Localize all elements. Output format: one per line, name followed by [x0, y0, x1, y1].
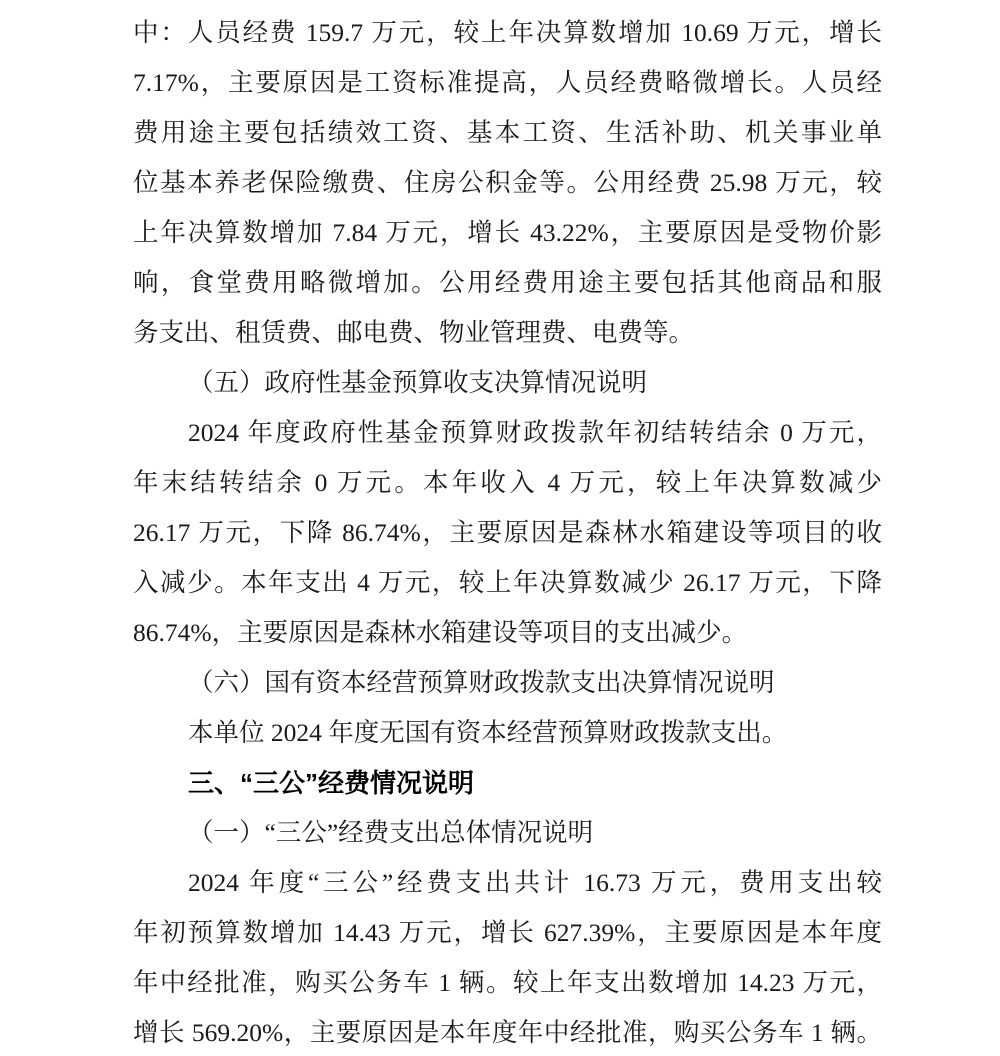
- paragraph-line: 中：人员经费 159.7 万元，较上年决算数增加 10.69 万元，增长: [133, 18, 882, 47]
- paragraph-line: 年中经批准，购买公务车 1 辆。较上年支出数增加 14.23 万元，: [133, 968, 882, 997]
- paragraph-line: 年末结转结余 0 万元。本年收入 4 万元，较上年决算数减少: [133, 468, 882, 497]
- text-block: [133, 8, 882, 1056]
- paragraph-line: 7.17%，主要原因是工资标准提高，人员经费略微增长。人员经: [133, 68, 882, 97]
- paragraph-line: 位基本养老保险缴费、住房公积金等。公用经费 25.98 万元，较: [133, 168, 882, 197]
- paragraph-line: 入减少。本年支出 4 万元，较上年决算数减少 26.17 万元，下降: [133, 568, 882, 597]
- paragraph-line: 费用途主要包括绩效工资、基本工资、生活补助、机关事业单: [133, 118, 882, 147]
- paragraph-line: 26.17 万元，下降 86.74%，主要原因是森林水箱建设等项目的收: [133, 518, 882, 547]
- paragraph-line: 增长 569.20%，主要原因是本年度年中经批准，购买公务车 1 辆。: [133, 1018, 882, 1047]
- paragraph-line: 86.74%，主要原因是森林水箱建设等项目的支出减少。: [133, 618, 748, 647]
- section-heading: 本单位 2024 年度无国有资本经营预算财政拨款支出。: [188, 718, 788, 747]
- paragraph-line: 2024 年度政府性基金预算财政拨款年初结转结余 0 万元，: [188, 418, 882, 447]
- section-heading: （一）“三公”经费支出总体情况说明: [188, 818, 594, 847]
- section-heading: （六）国有资本经营预算财政拨款支出决算情况说明: [188, 668, 775, 697]
- paragraph-line: 上年决算数增加 7.84 万元，增长 43.22%，主要原因是受物价影: [133, 218, 882, 247]
- chapter-heading: 三、“三公”经费情况说明: [188, 768, 475, 798]
- paragraph-line: 响，食堂费用略微增加。公用经费用途主要包括其他商品和服: [133, 268, 882, 297]
- paragraph-line: 2024 年度“三公”经费支出共计 16.73 万元，费用支出较: [188, 868, 882, 897]
- paragraph-line: 年初预算数增加 14.43 万元，增长 627.39%，主要原因是本年度: [133, 918, 882, 947]
- section-heading: （五）政府性基金预算收支决算情况说明: [188, 368, 648, 397]
- paragraph-line: 务支出、租赁费、邮电费、物业管理费、电费等。: [133, 318, 695, 347]
